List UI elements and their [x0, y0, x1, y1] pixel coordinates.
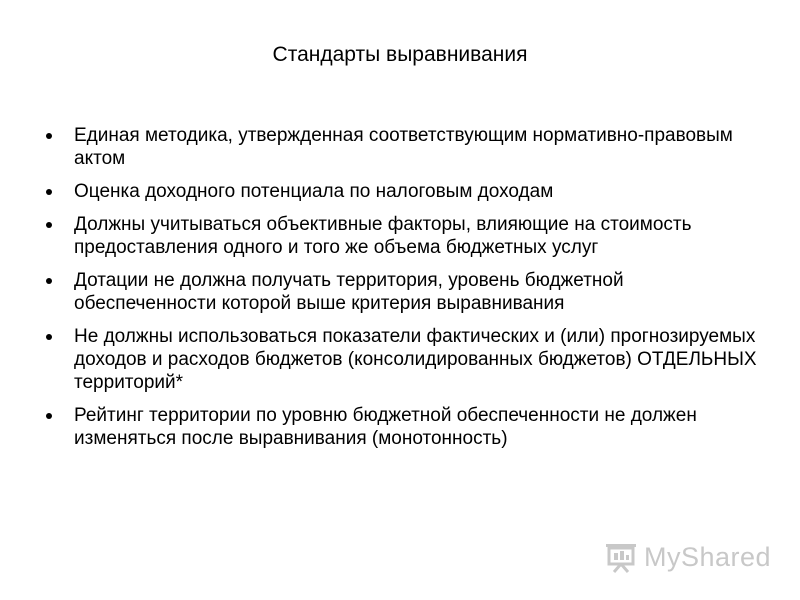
bullet-text: Единая методика, утвержденная соответствующим нормативно-правовым актом: [74, 125, 733, 169]
slide-title: Стандарты выравнивания: [272, 43, 528, 66]
bullet-item: [38, 325, 758, 394]
bullet-dot-icon: [46, 334, 52, 340]
bullet-text: Дотации не должна получать территория, уровень бюджетной обеспеченности которой выше критерия выравнивания: [74, 270, 624, 314]
bullet-text: Оценка доходного потенциала по налоговым доходам: [74, 181, 554, 202]
presentation-board-icon: [604, 540, 638, 574]
bullet-dot-icon: [46, 133, 52, 139]
bullet-item: [38, 269, 758, 315]
bullet-item: [38, 404, 758, 450]
bullet-dot-icon: [46, 413, 52, 419]
bullet-text: Не должны использоваться показатели фактических и (или) прогнозируемых доходов и расходов бюджетов (консолидированных бюджетов) ОТДЕЛЬНЫХ территорий*: [74, 326, 757, 393]
bullet-list: [38, 124, 758, 460]
bullet-item: [38, 124, 758, 170]
watermark: [604, 537, 771, 577]
bullet-dot-icon: [46, 222, 52, 228]
bullet-dot-icon: [46, 278, 52, 284]
bullet-text: Рейтинг территории по уровню бюджетной обеспеченности не должен изменяться после выравнивания (монотонность): [74, 405, 697, 449]
bullet-item: [38, 180, 758, 203]
watermark-text: MyShared: [644, 541, 772, 572]
bullet-item: [38, 213, 758, 259]
bullet-dot-icon: [46, 189, 52, 195]
bullet-text: Должны учитываться объективные факторы, влияющие на стоимость предоставления одного и того же объема бюджетных услуг: [74, 214, 692, 258]
